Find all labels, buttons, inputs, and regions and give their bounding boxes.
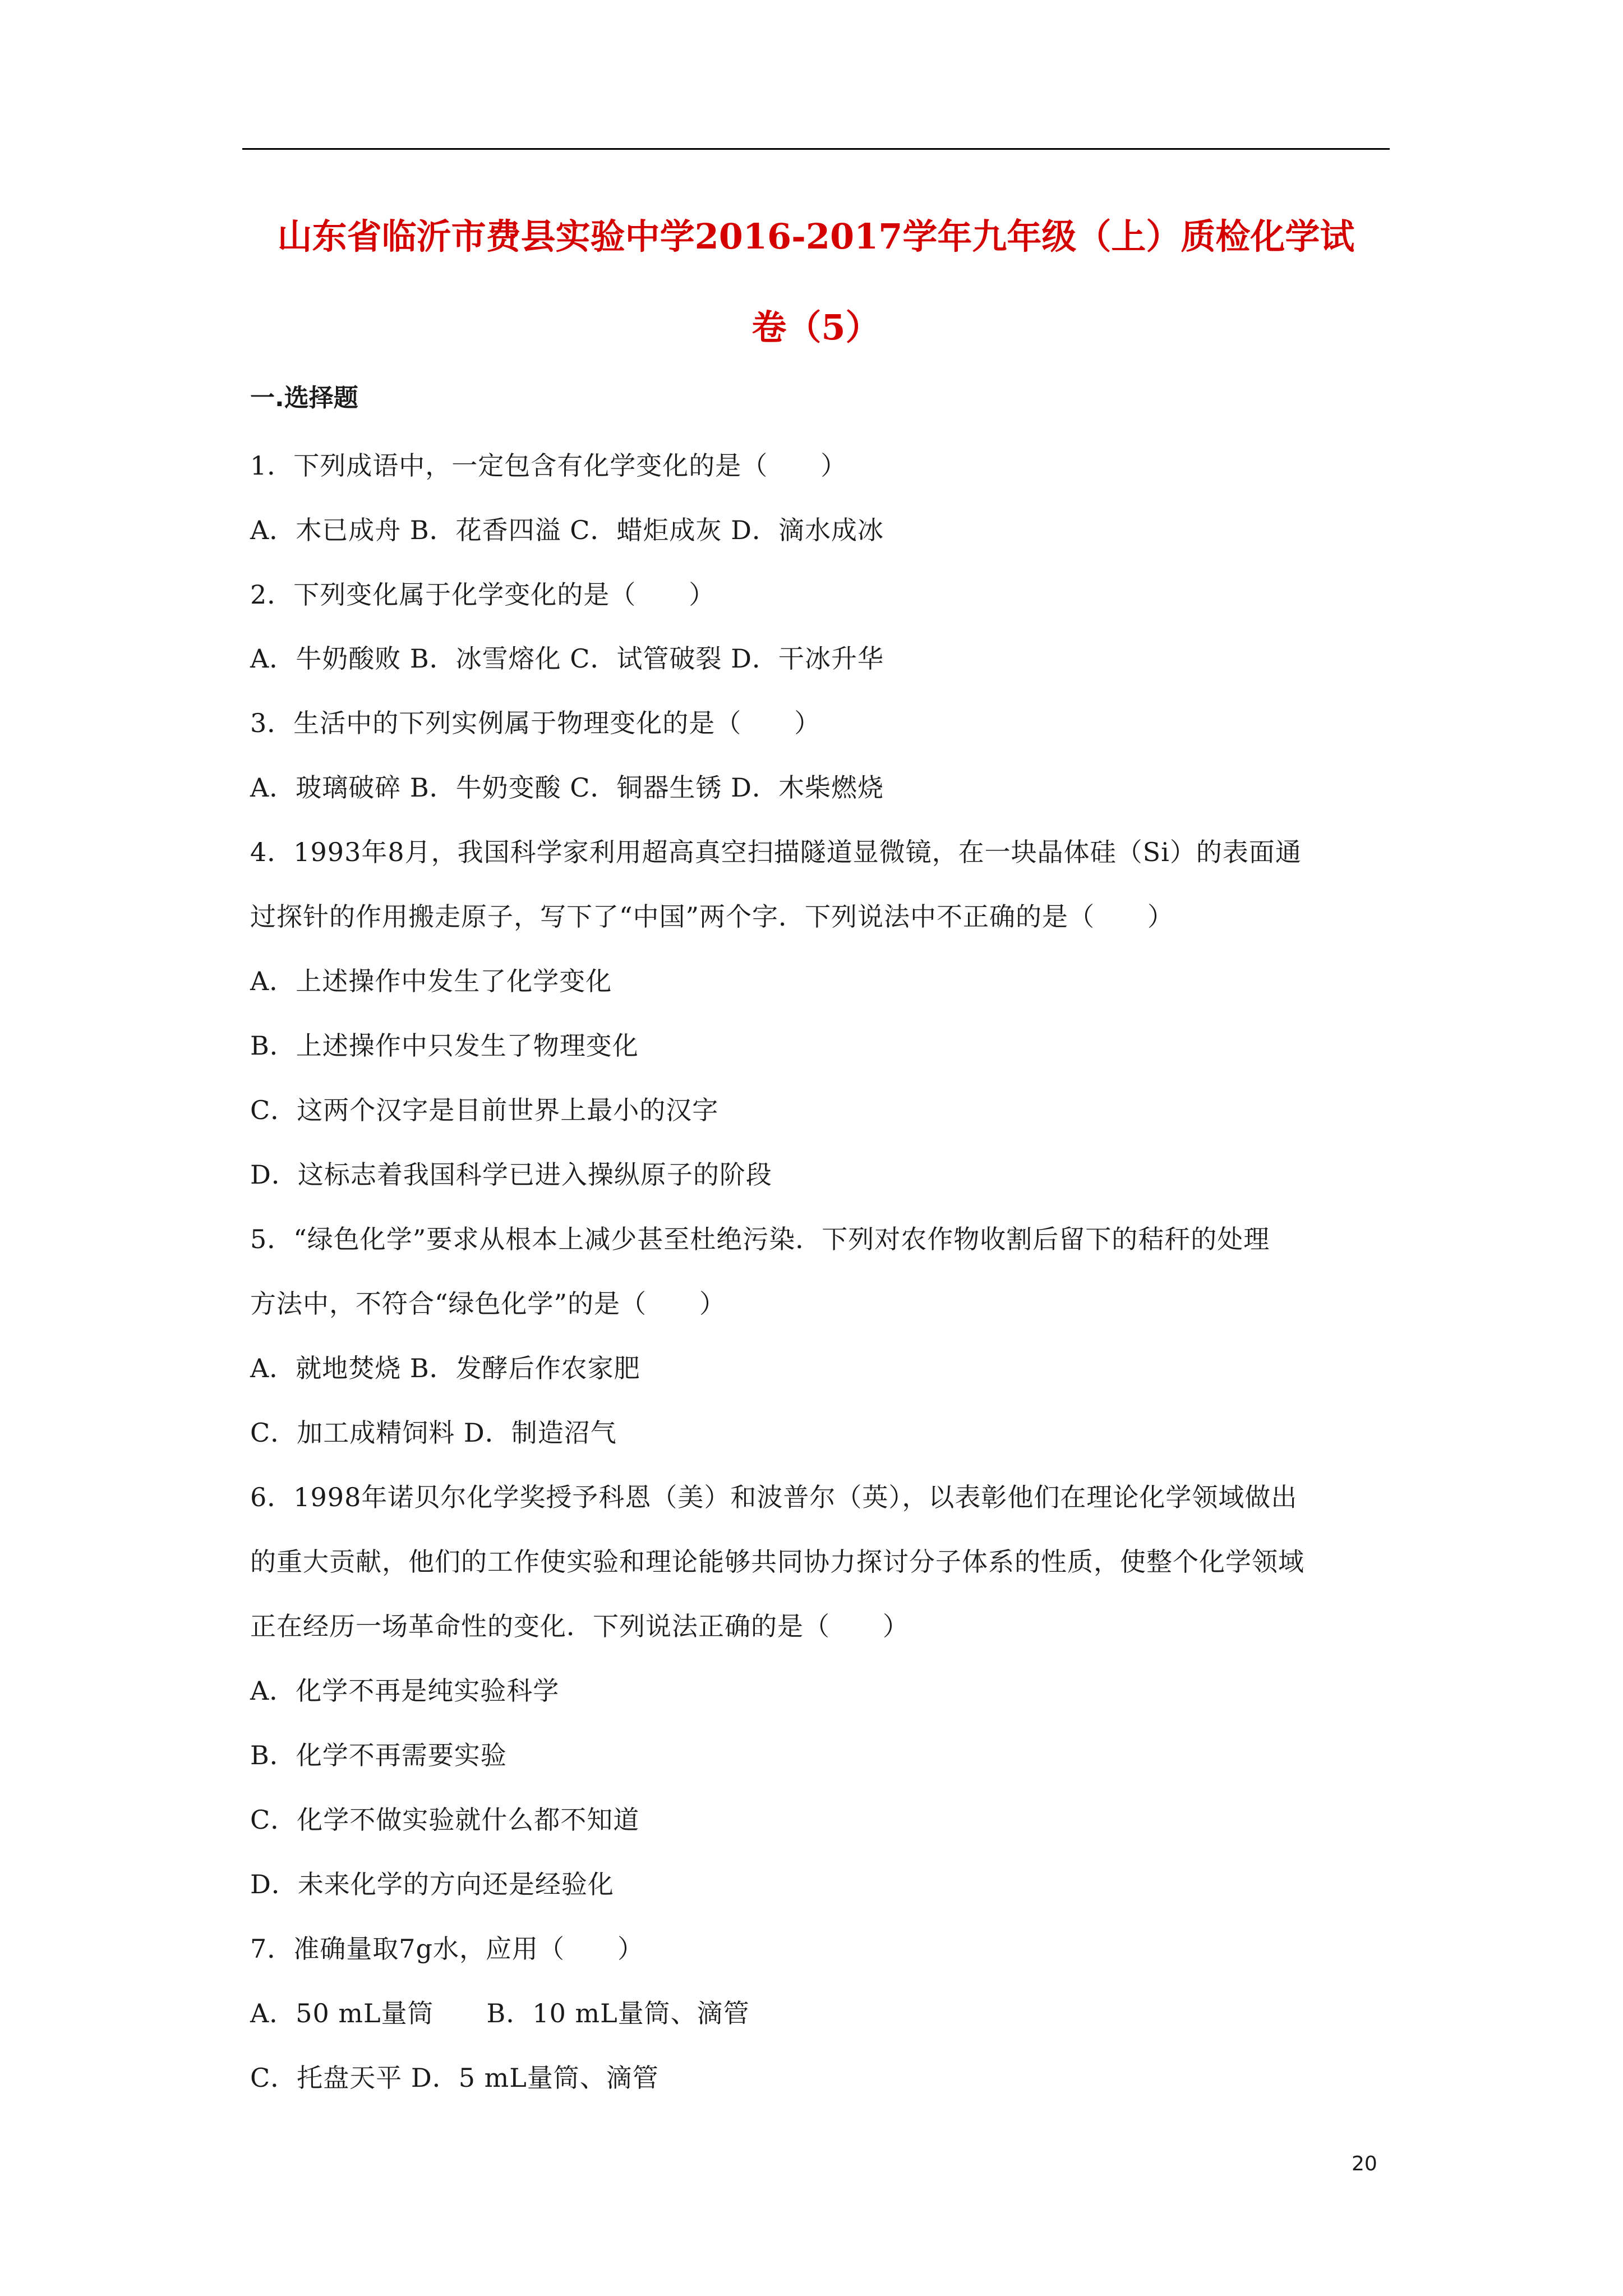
question-3-options: A．玻璃破碎 B．牛奶变酸 C．铜器生锈 D．木柴燃烧 <box>250 772 884 803</box>
question-4-option-d: D．这标志着我国科学已进入操纵原子的阶段 <box>250 1159 772 1190</box>
question-1-stem: 1．下列成语中，一定包含有化学变化的是（ ） <box>250 450 847 481</box>
question-1-options: A．木已成舟 B．花香四溢 C．蜡炬成灰 D．滴水成冰 <box>250 515 884 545</box>
question-5-stem-line-2: 方法中，不符合“绿色化学”的是（ ） <box>250 1289 726 1319</box>
question-4-option-b: B．上述操作中只发生了物理变化 <box>250 1030 639 1061</box>
question-5-options-line-2: C．加工成精饲料 D．制造沼气 <box>250 1418 617 1448</box>
question-2-options: A．牛奶酸败 B．冰雪熔化 C．试管破裂 D．干冰升华 <box>250 643 884 674</box>
document-title-line-1: 山东省临沂市费县实验中学2016-2017学年九年级（上）质检化学试 <box>277 216 1355 257</box>
question-6-stem-line-3: 正在经历一场革命性的变化．下列说法正确的是（ ） <box>250 1611 909 1641</box>
question-6-option-b: B．化学不再需要实验 <box>250 1740 507 1770</box>
question-6-stem-line-1: 6．1998年诺贝尔化学奖授予科恩（美）和波普尔（英），以表彰他们在理论化学领域做出 <box>250 1482 1298 1512</box>
question-4-option-a: A．上述操作中发生了化学变化 <box>250 966 612 996</box>
question-3-stem: 3．生活中的下列实例属于物理变化的是（ ） <box>250 708 821 738</box>
question-6-option-a: A．化学不再是纯实验科学 <box>250 1676 560 1706</box>
question-6-option-c: C．化学不做实验就什么都不知道 <box>250 1805 640 1835</box>
question-4-stem-line-1: 4．1993年8月，我国科学家利用超高真空扫描隧道显微镜，在一块晶体硅（Si）的表面通 <box>250 837 1302 867</box>
question-4-option-c: C．这两个汉字是目前世界上最小的汉字 <box>250 1095 719 1125</box>
question-5-options-line-1: A．就地焚烧 B．发酵后作农家肥 <box>250 1353 640 1383</box>
question-7-stem: 7．准确量取7g水，应用（ ） <box>250 1934 644 1964</box>
document-title-line-2: 卷（5） <box>751 307 880 348</box>
question-7-options-line-2: C．托盘天平 D．5 mL量筒、滴管 <box>250 2063 659 2093</box>
section-heading: 一.选择题 <box>250 384 358 412</box>
question-6-option-d: D．未来化学的方向还是经验化 <box>250 1869 614 1899</box>
question-5-stem-line-1: 5．“绿色化学”要求从根本上减少甚至杜绝污染．下列对农作物收割后留下的秸秆的处理 <box>250 1224 1270 1254</box>
question-7-options-line-1: A．50 mL量筒 B．10 mL量筒、滴管 <box>250 1998 750 2028</box>
question-4-stem-line-2: 过探针的作用搬走原子，写下了“中国”两个字．下列说法中不正确的是（ ） <box>250 901 1174 932</box>
header-rule <box>242 148 1390 150</box>
question-6-stem-line-2: 的重大贡献，他们的工作使实验和理论能够共同协力探讨分子体系的性质，使整个化学领域 <box>250 1547 1304 1577</box>
question-2-stem: 2．下列变化属于化学变化的是（ ） <box>250 579 716 610</box>
page-number: 20 <box>1352 2152 1377 2175</box>
